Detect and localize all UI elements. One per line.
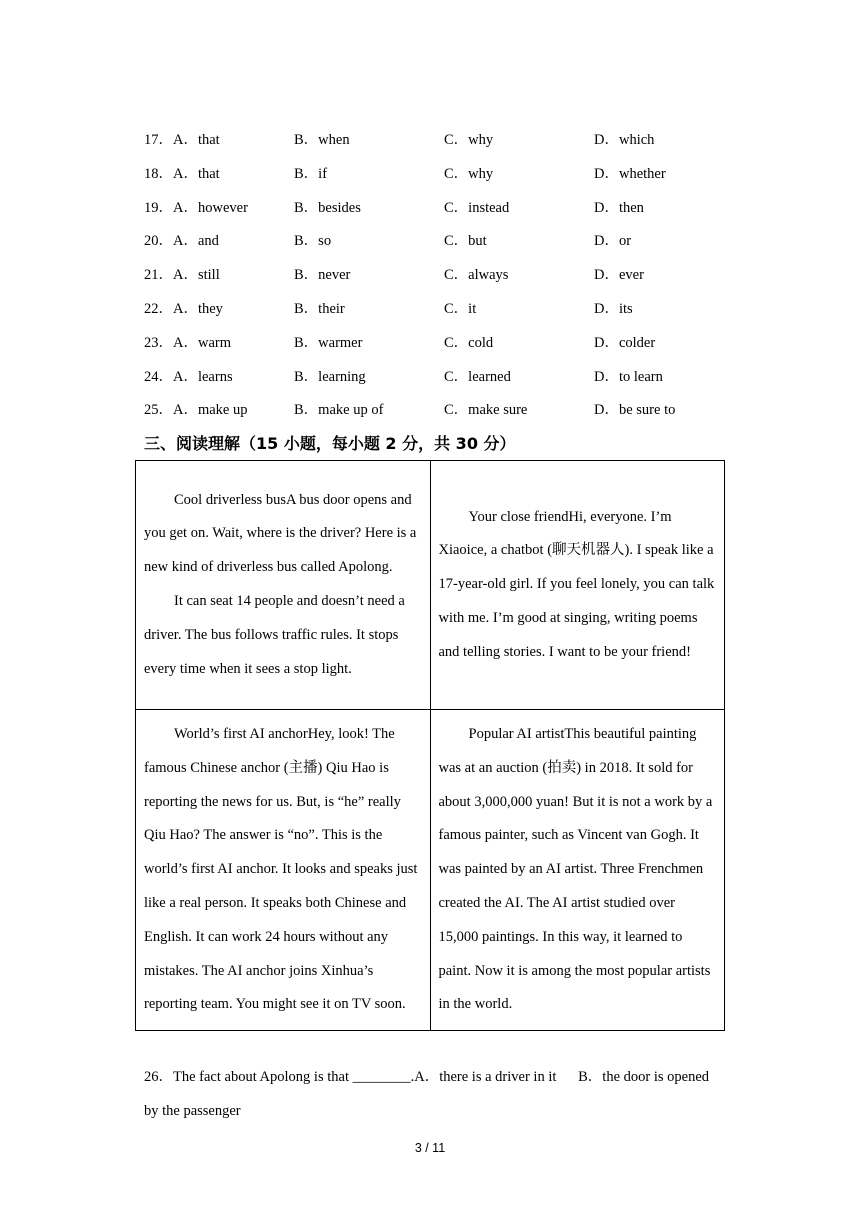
- option-b: B．so: [294, 233, 332, 250]
- option-c: C．cold: [444, 334, 494, 351]
- option-b: B．learning: [294, 368, 366, 385]
- multiple-choice-options: [144, 124, 724, 428]
- option-row-24: [144, 361, 724, 395]
- option-d: D．then: [594, 199, 644, 216]
- passage-driverless-bus: Cool driverless busA bus door opens and you get on. Wait, where is the driver? Here is a new kind of driverless bus called Apolong. It can seat 14 people and doesn’t need a driver. The bus follows traffic rules. It stops every time when it sees a stop light.: [136, 461, 431, 710]
- option-b: B．never: [294, 267, 351, 284]
- question-26: [144, 1061, 724, 1129]
- page-number: 3 / 11: [414, 1141, 446, 1155]
- option-row-17: [144, 124, 724, 158]
- option-b: B．when: [294, 132, 350, 148]
- option-b: B．warmer: [294, 334, 363, 351]
- table-row: [136, 710, 725, 1031]
- option-d: D．whether: [594, 165, 666, 182]
- option-row-22: [144, 293, 724, 327]
- option-c: C．why: [444, 132, 494, 148]
- option-a: 22．A．they: [144, 300, 223, 317]
- option-b: B．make up of: [294, 402, 384, 419]
- option-a: 17．A．that: [144, 132, 220, 148]
- option-row-19: [144, 192, 724, 226]
- option-d: D．to learn: [594, 368, 663, 385]
- option-c: C．it: [444, 300, 477, 317]
- option-b: B．if: [294, 165, 328, 182]
- option-c: C．learned: [444, 368, 511, 385]
- option-d: D．ever: [594, 267, 644, 284]
- option-a: A．there is a driver in it: [414, 1069, 557, 1085]
- option-c: C．instead: [444, 199, 510, 216]
- option-a: 23．A．warm: [144, 334, 231, 351]
- option-c: C．why: [444, 165, 494, 182]
- option-a: 24．A．learns: [144, 368, 233, 385]
- table-row: [136, 461, 725, 710]
- option-row-20: [144, 225, 724, 259]
- option-row-23: [144, 327, 724, 361]
- option-c: C．but: [444, 233, 487, 250]
- option-row-21: [144, 259, 724, 293]
- passage-ai-anchor: World’s first AI anchorHey, look! The famous Chinese anchor (主播) Qiu Hao is reporting the news for us. But, is “he” really Qiu Hao? The answer is “no”. This is the world’s first AI anchor. It looks and speaks just like a real person. It speaks both Chinese and English. It can work 24 hours without any mistakes. The AI anchor joins Xinhua’s reporting team. You might see it on TV soon.: [136, 710, 431, 1031]
- option-a: 25．A．make up: [144, 402, 248, 419]
- option-row-18: [144, 158, 724, 192]
- option-d: D．its: [594, 300, 633, 317]
- section-heading: 三、阅读理解（15 小题，每小题 2 分，共 30 分）: [144, 434, 516, 453]
- option-b: B．besides: [294, 199, 361, 216]
- reading-passages-table: [135, 460, 725, 1031]
- option-a: 21．A．still: [144, 267, 220, 284]
- option-b: B．their: [294, 300, 345, 317]
- option-d: D．or: [594, 233, 632, 250]
- option-a: 18．A．that: [144, 165, 220, 182]
- option-c: C．always: [444, 267, 509, 284]
- option-d: D．which: [594, 132, 655, 148]
- option-a: 19．A．however: [144, 199, 248, 216]
- option-row-25: [144, 394, 724, 428]
- option-d: D．colder: [594, 334, 656, 351]
- passage-ai-artist: Popular AI artistThis beautiful painting was at an auction (拍卖) in 2018. It sold for about 3,000,000 yuan! But it is not a work by a famous painter, such as Vincent van Gogh. It was painted by an AI artist. Three Frenchmen created the AI. The AI artist studied over 15,000 paintings. In this way, it learned to paint. Now it is among the most popular artists in the world.: [430, 710, 725, 1031]
- option-d: D．be sure to: [594, 402, 676, 419]
- option-b: B．the door is opened by the passenger: [144, 1069, 710, 1119]
- question-stem: 26．The fact about Apolong is that ________.: [144, 1069, 415, 1085]
- passage-close-friend: Your close friendHi, everyone. I’m Xiaoice, a chatbot (聊天机器人). I speak like a 17-year-old girl. If you feel lonely, you can talk with me. I’m good at singing, writing poems and telling stories. I want to be your friend!: [430, 461, 725, 710]
- option-a: 20．A．and: [144, 233, 219, 250]
- option-c: C．make sure: [444, 402, 528, 419]
